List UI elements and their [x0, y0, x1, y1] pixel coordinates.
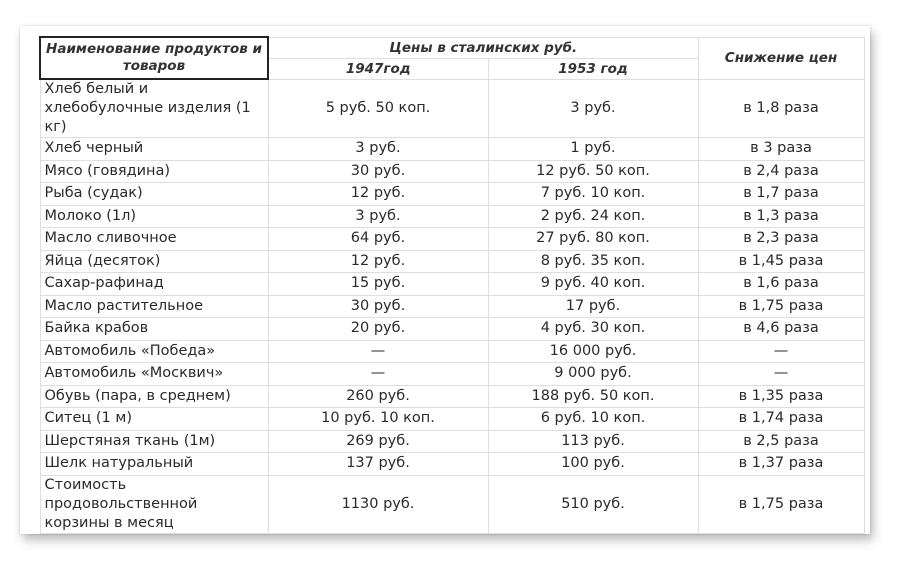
price-1947-cell: —	[268, 363, 488, 386]
table-row	[40, 79, 864, 138]
product-name-cell: Шерстяная ткань (1м)	[40, 430, 268, 453]
product-name-cell: Яйца (десяток)	[40, 250, 268, 273]
price-1947-cell: —	[268, 340, 488, 363]
price-1947-cell: 3 руб.	[268, 138, 488, 161]
price-1953-cell: 100 руб.	[488, 453, 698, 476]
reduction-cell: в 1,75 раза	[698, 475, 864, 533]
price-1947-cell: 30 руб.	[268, 295, 488, 318]
product-name-cell: Автомобиль «Победа»	[40, 340, 268, 363]
price-1953-cell: 12 руб. 50 коп.	[488, 160, 698, 183]
reduction-cell: в 1,75 раза	[698, 295, 864, 318]
price-1953-cell: 113 руб.	[488, 430, 698, 453]
product-name-cell: Масло сливочное	[40, 228, 268, 251]
header-year-1953: 1953 год	[488, 58, 698, 79]
product-name-cell: Стоимость продовольственной корзины в месяц	[40, 475, 268, 533]
price-1953-cell: 510 руб.	[488, 475, 698, 533]
product-name-cell: Масло растительное	[40, 295, 268, 318]
price-1953-cell: 9 руб. 40 коп.	[488, 273, 698, 296]
header-year-1947: 1947год	[268, 58, 488, 79]
reduction-cell: —	[698, 363, 864, 386]
table-row	[40, 475, 864, 533]
header-reduction-column: Снижение цен	[698, 37, 864, 79]
price-1953-cell: 27 руб. 80 коп.	[488, 228, 698, 251]
table-row	[40, 160, 864, 183]
price-1953-cell: 7 руб. 10 коп.	[488, 183, 698, 206]
price-1953-cell: 3 руб.	[488, 79, 698, 138]
price-1947-cell: 15 руб.	[268, 273, 488, 296]
reduction-cell: в 2,4 раза	[698, 160, 864, 183]
table-frame	[20, 26, 870, 534]
table-row	[40, 318, 864, 341]
table-row	[40, 295, 864, 318]
price-1953-cell: 1 руб.	[488, 138, 698, 161]
table-row	[40, 250, 864, 273]
table-row	[40, 273, 864, 296]
table-row	[40, 453, 864, 476]
header-prices-group: Цены в сталинских руб.	[268, 37, 698, 58]
table-row	[40, 205, 864, 228]
reduction-cell: в 4,6 раза	[698, 318, 864, 341]
table-row	[40, 430, 864, 453]
table-body	[40, 79, 864, 533]
product-name-cell: Мясо (говядина)	[40, 160, 268, 183]
product-name-cell: Молоко (1л)	[40, 205, 268, 228]
reduction-cell: в 1,45 раза	[698, 250, 864, 273]
product-name-cell: Обувь (пара, в среднем)	[40, 385, 268, 408]
price-1947-cell: 5 руб. 50 коп.	[268, 79, 488, 138]
reduction-cell: в 2,3 раза	[698, 228, 864, 251]
reduction-cell: в 3 раза	[698, 138, 864, 161]
product-name-cell: Автомобиль «Москвич»	[40, 363, 268, 386]
product-name-cell: Байка крабов	[40, 318, 268, 341]
price-1953-cell: 16 000 руб.	[488, 340, 698, 363]
table-row	[40, 340, 864, 363]
reduction-cell: в 1,37 раза	[698, 453, 864, 476]
price-1947-cell: 64 руб.	[268, 228, 488, 251]
price-1947-cell: 12 руб.	[268, 250, 488, 273]
product-name-cell: Рыба (судак)	[40, 183, 268, 206]
price-1953-cell: 2 руб. 24 коп.	[488, 205, 698, 228]
price-1947-cell: 12 руб.	[268, 183, 488, 206]
header-name-column: Наименование продуктов и товаров	[40, 37, 268, 79]
table-row	[40, 183, 864, 206]
reduction-cell: в 1,7 раза	[698, 183, 864, 206]
reduction-cell: —	[698, 340, 864, 363]
price-1947-cell: 3 руб.	[268, 205, 488, 228]
price-1947-cell: 137 руб.	[268, 453, 488, 476]
price-1947-cell: 30 руб.	[268, 160, 488, 183]
table-row	[40, 363, 864, 386]
price-1947-cell: 20 руб.	[268, 318, 488, 341]
table-row	[40, 228, 864, 251]
reduction-cell: в 2,5 раза	[698, 430, 864, 453]
price-1953-cell: 8 руб. 35 коп.	[488, 250, 698, 273]
reduction-cell: в 1,6 раза	[698, 273, 864, 296]
price-1947-cell: 260 руб.	[268, 385, 488, 408]
product-name-cell: Сахар-рафинад	[40, 273, 268, 296]
product-name-cell: Хлеб черный	[40, 138, 268, 161]
reduction-cell: в 1,35 раза	[698, 385, 864, 408]
reduction-cell: в 1,3 раза	[698, 205, 864, 228]
price-1953-cell: 9 000 руб.	[488, 363, 698, 386]
price-1953-cell: 17 руб.	[488, 295, 698, 318]
reduction-cell: в 1,8 раза	[698, 79, 864, 138]
price-1947-cell: 269 руб.	[268, 430, 488, 453]
reduction-cell: в 1,74 раза	[698, 408, 864, 431]
product-name-cell: Шелк натуральный	[40, 453, 268, 476]
price-1953-cell: 6 руб. 10 коп.	[488, 408, 698, 431]
table-row	[40, 408, 864, 431]
price-1947-cell: 10 руб. 10 коп.	[268, 408, 488, 431]
price-1947-cell: 1130 руб.	[268, 475, 488, 533]
price-table	[39, 36, 865, 534]
table-row	[40, 385, 864, 408]
price-1953-cell: 188 руб. 50 коп.	[488, 385, 698, 408]
product-name-cell: Ситец (1 м)	[40, 408, 268, 431]
table-row	[40, 138, 864, 161]
price-1953-cell: 4 руб. 30 коп.	[488, 318, 698, 341]
product-name-cell: Хлеб белый и хлебобулочные изделия (1 кг)	[40, 79, 268, 138]
